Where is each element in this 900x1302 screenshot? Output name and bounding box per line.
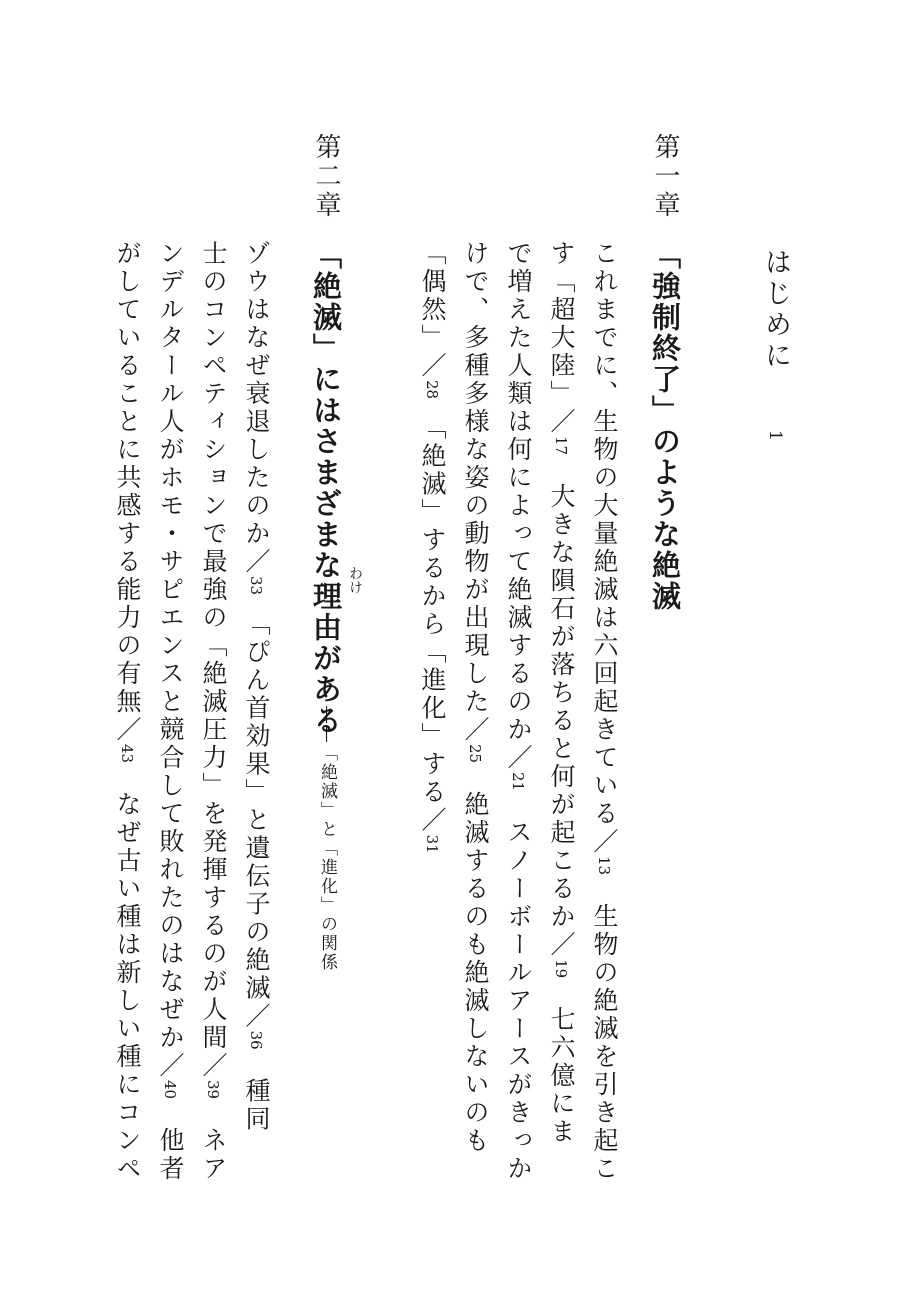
chapter1-label: 第一章 xyxy=(650,133,680,220)
page-number: 31 xyxy=(423,834,441,854)
chapter2-line-4: がしていることに共感する能力の有無／43 なぜ古い種は新しい種にコンペ xyxy=(113,240,142,1184)
chapter1-line-1: これまでに、生物の大量絶滅は六回起きている／13 生物の絶滅を引き起こ xyxy=(590,240,619,1184)
page-number: 39 xyxy=(204,1080,222,1100)
page-number: 13 xyxy=(595,856,613,876)
chapter1-title: 「強制終了」のような絶滅 xyxy=(648,240,682,612)
page-number: 25 xyxy=(466,744,484,764)
ruby-reading: わけ xyxy=(347,566,363,594)
page-number: 40 xyxy=(161,1080,179,1100)
page-number: 36 xyxy=(247,1030,265,1050)
chapter1-line-2: す「超大陸」／17 大きな隕石が落ちると何が起こるか／19 七六億にま xyxy=(547,240,576,1147)
intro-entry xyxy=(762,248,789,445)
page-number: 33 xyxy=(247,576,265,596)
chapter1-line-5: 「偶然」／28 「絶滅」するから「進化」する／31 xyxy=(418,240,447,854)
chapter2-line-2: 士のコンペティションで最強の「絶滅圧力」を発揮するのが人間／39 ネア xyxy=(199,240,228,1184)
intro-title: はじめに xyxy=(760,248,791,372)
chapter2-line-1: ゾウはなぜ衰退したのか／33 「ぴん首効果」と遺伝子の絶滅／36 種同 xyxy=(242,240,271,1134)
page-number: 19 xyxy=(552,959,570,979)
intro-page-number: 1 xyxy=(765,430,785,445)
chapter2-subtitle: ――「絶滅」と「進化」の関係 xyxy=(317,706,337,972)
chapter1-line-3: で増えた人類は何によって絶滅するのか／21 スノーボールアースがきっか xyxy=(504,240,533,1184)
chapter1-line-4: けで、多種多様な姿の動物が出現した／25 絶滅するのも絶滅しないのも xyxy=(461,240,490,1156)
chapter2-line-3: ンデルタール人がホモ・サピエンスと競合して敗れたのはなぜか／40 他者 xyxy=(156,240,185,1184)
page-number: 17 xyxy=(552,436,570,456)
page-number: 21 xyxy=(509,772,527,792)
chapter2-title: 「絶滅」にはさまざまな理由がある xyxy=(309,240,343,736)
page-number: 43 xyxy=(118,744,136,764)
page-number: 28 xyxy=(423,380,441,400)
chapter2-label: 第二章 xyxy=(311,133,341,220)
